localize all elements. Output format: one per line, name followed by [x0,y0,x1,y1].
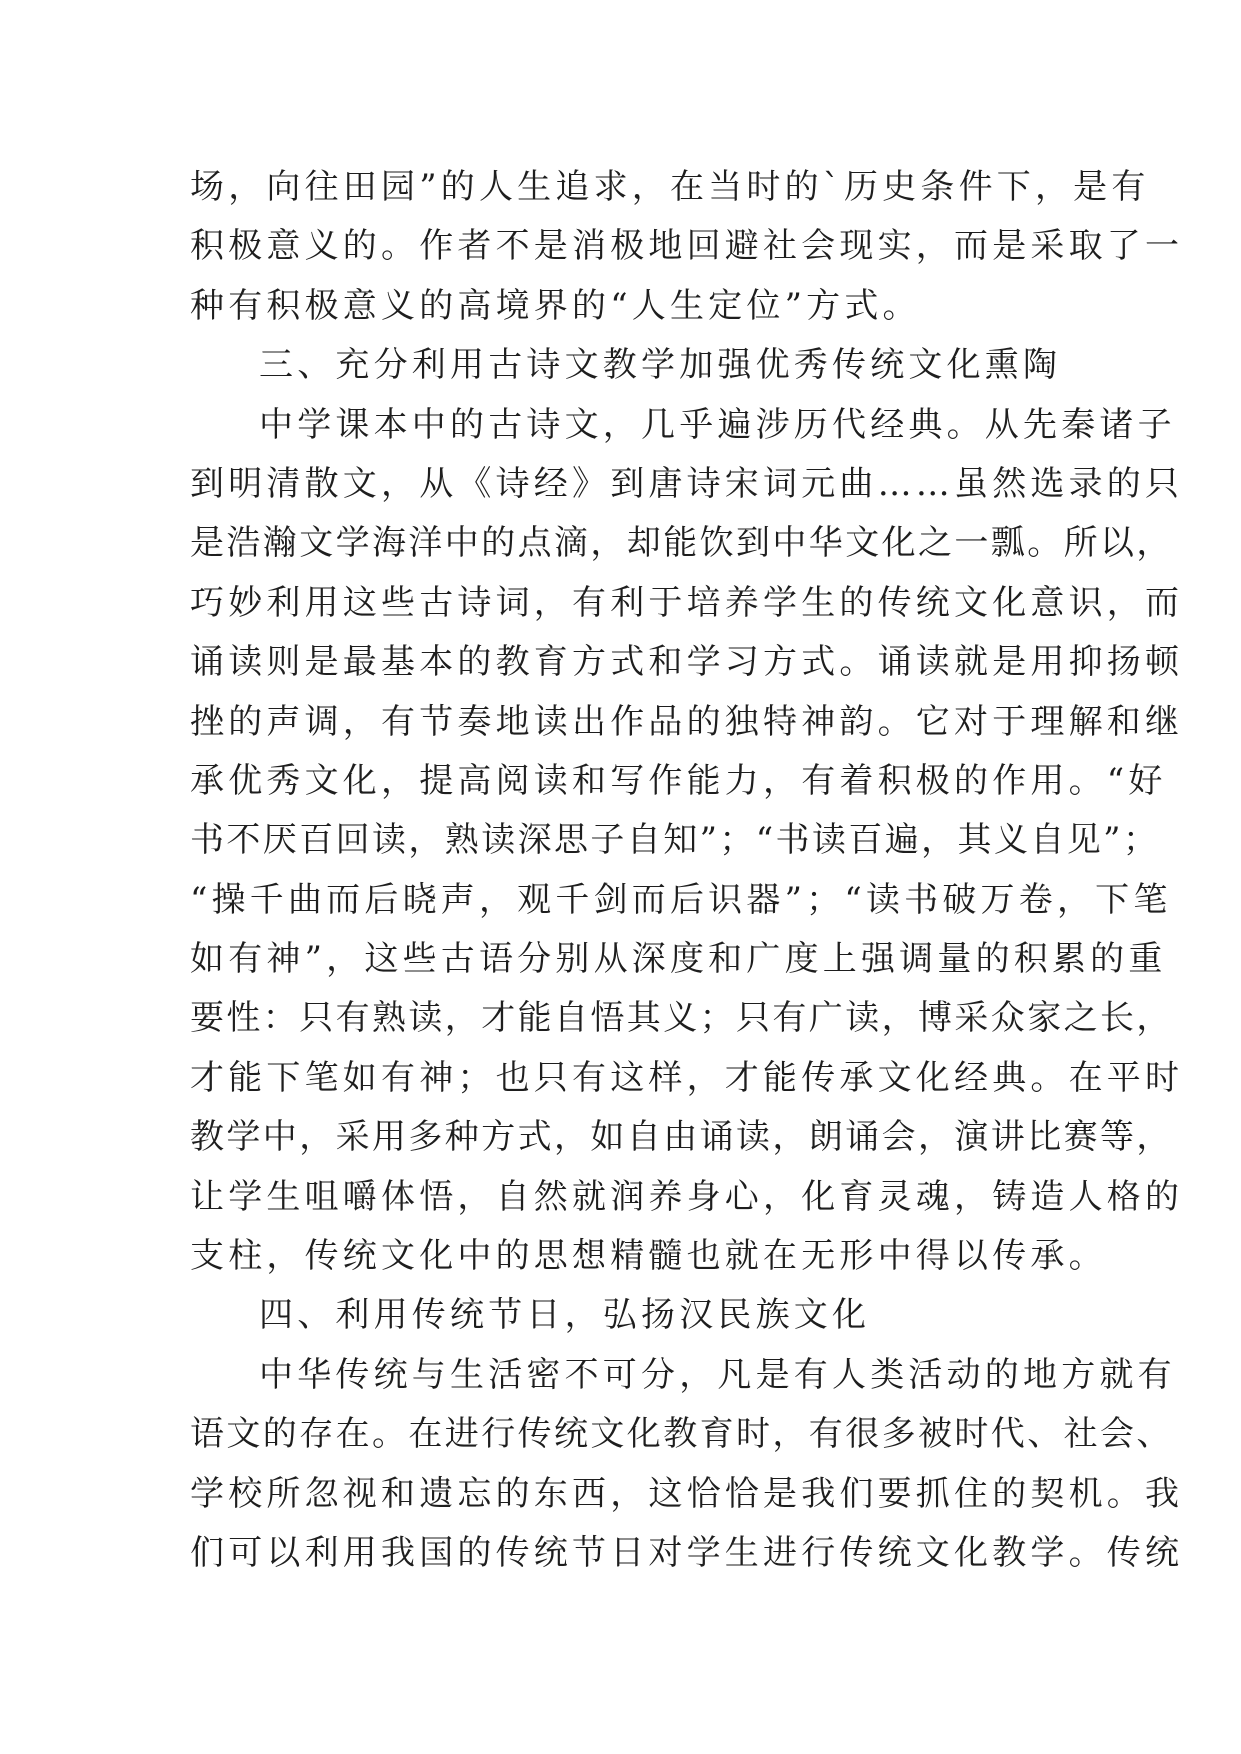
text-line: 到明清散文，从《诗经》到唐诗宋词元曲……虽然选录的只 [190,463,1184,504]
section-heading: 三、充分利用古诗文教学加强优秀传统文化熏陶 [259,345,1062,386]
text-line: 种有积极意义的高境界的“人生定位”方式。 [190,285,921,326]
text-line: 中学课本中的古诗文，几乎遍涉历代经典。从先秦诸子 [259,404,1176,445]
document-body [190,158,1184,1583]
text-line: 积极意义的。作者不是消极地回避社会现实，而是采取了一 [190,226,1184,267]
text-line: 承优秀文化，提高阅读和写作能力，有着积极的作用。“好 [190,760,1167,801]
text-line: 如有神”，这些古语分别从深度和广度上强调量的积累的重 [190,939,1167,980]
text-line: 是浩瀚文学海洋中的点滴，却能饮到中华文化之一瓢。所以， [190,523,1173,564]
text-line: 巧妙利用这些古诗词，有利于培养学生的传统文化意识，而 [190,582,1184,623]
text-line: 挫的声调，有节奏地读出作品的独特神韵。它对于理解和继 [190,701,1184,742]
text-line: 要性：只有熟读，才能自悟其义；只有广读，博采众家之长， [190,998,1173,1039]
text-line: 诵读则是最基本的教育方式和学习方式。诵读就是用抑扬顿 [190,642,1184,683]
text-line: “操千曲而后晓声，观千剑而后识器”；“读书破万卷，下笔 [190,879,1172,920]
text-line: 学校所忽视和遗忘的东西，这恰恰是我们要抓住的契机。我 [190,1473,1184,1514]
text-line: 教学中，采用多种方式，如自由诵读，朗诵会，演讲比赛等， [190,1117,1173,1158]
text-line: 才能下笔如有神；也只有这样，才能传承文化经典。在平时 [190,1057,1184,1098]
text-line: 语文的存在。在进行传统文化教育时，有很多被时代、社会、 [190,1414,1173,1455]
section-heading: 四、利用传统节日，弘扬汉民族文化 [259,1295,871,1336]
text-line: 书不厌百回读，熟读深思子自知”；“书读百遍，其义自见”； [190,820,1160,861]
text-line: 中华传统与生活密不可分，凡是有人类活动的地方就有 [259,1354,1176,1395]
text-line: 支柱，传统文化中的思想精髓也就在无形中得以传承。 [190,1236,1107,1277]
text-line: 场，向往田园”的人生追求，在当时的`历史条件下，是有 [190,167,1150,207]
text-line: 们可以利用我国的传统节日对学生进行传统文化教学。传统 [190,1532,1184,1573]
text-line: 让学生咀嚼体悟，自然就润养身心，化育灵魂，铸造人格的 [190,1176,1184,1217]
